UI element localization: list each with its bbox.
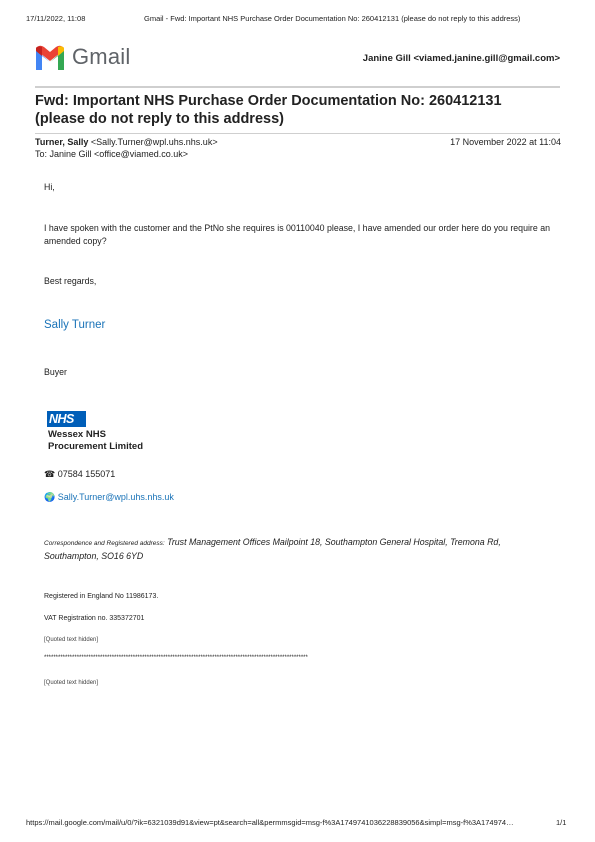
sender-line: [35, 137, 218, 147]
vat-registration: VAT Registration no. 335372701: [44, 615, 145, 622]
address-label: Correspondence and Registered address:: [44, 540, 165, 547]
address-text: Trust Management Offices Mailpoint 18, Southampton General Hospital, Tremona Rd, Southampton, SO16 6YD: [44, 537, 501, 561]
sent-date: 17 November 2022 at 11:04: [450, 137, 561, 147]
recipient-line: To: Janine Gill <office@viamed.co.uk>: [35, 149, 189, 159]
email-link-line: [44, 492, 174, 503]
print-datetime: 17/11/2022, 11:08: [26, 14, 86, 23]
signature-email-link[interactable]: Sally.Turner@wpl.uhs.nhs.uk: [57, 492, 174, 502]
quoted-text-toggle-2[interactable]: [Quoted text hidden]: [44, 680, 99, 686]
account-label: Janine Gill <viamed.janine.gill@gmail.com>: [362, 53, 560, 64]
phone-number: 07584 155071: [57, 469, 116, 479]
organization-name: [48, 429, 143, 453]
header-divider: [35, 86, 560, 88]
signature-role: Buyer: [44, 367, 67, 377]
organization-line-1: Wessex NHS: [48, 429, 106, 440]
separator-line: *****************************************************************************************************************: [44, 655, 308, 661]
sign-off: Best regards,: [44, 276, 97, 286]
registered-address: [44, 536, 554, 563]
phone-icon: ☎: [44, 469, 56, 479]
nhs-logo: [47, 411, 86, 427]
quoted-text-toggle[interactable]: [Quoted text hidden]: [44, 637, 99, 643]
organization-line-2: Procurement Limited: [48, 441, 144, 452]
globe-icon: 🌍: [44, 492, 56, 502]
company-registration: Registered in England No 11986173.: [44, 593, 159, 600]
print-title: Gmail - Fwd: Important NHS Purchase Order Documentation No: 260412131 (please do not reply to this address): [144, 14, 521, 23]
phone-line: [44, 469, 115, 480]
sender-email: <Sally.Turner@wpl.uhs.nhs.uk>: [90, 137, 218, 147]
body-paragraph: I have spoken with the customer and the PtNo she requires is 00110040 please, I have amended our order here do you require an amended copy?: [44, 223, 550, 246]
email-subject: Fwd: Important NHS Purchase Order Documentation No: 260412131 (please do not reply to this address): [35, 93, 502, 127]
greeting: Hi,: [44, 182, 55, 192]
subject-divider: [35, 133, 560, 134]
signature-name: Sally Turner: [44, 319, 106, 331]
page-number: 1/1: [556, 818, 567, 827]
print-url: https://mail.google.com/mail/u/0/?ik=6321039d91&view=pt&search=all&permmsgid=msg-f%3A1749741036228839056&simpl=msg-f%3A174974…: [26, 818, 514, 827]
gmail-wordmark: Gmail: [72, 44, 131, 69]
nhs-badge-text: NHS: [49, 412, 74, 426]
sender-name: Turner, Sally: [35, 137, 89, 147]
